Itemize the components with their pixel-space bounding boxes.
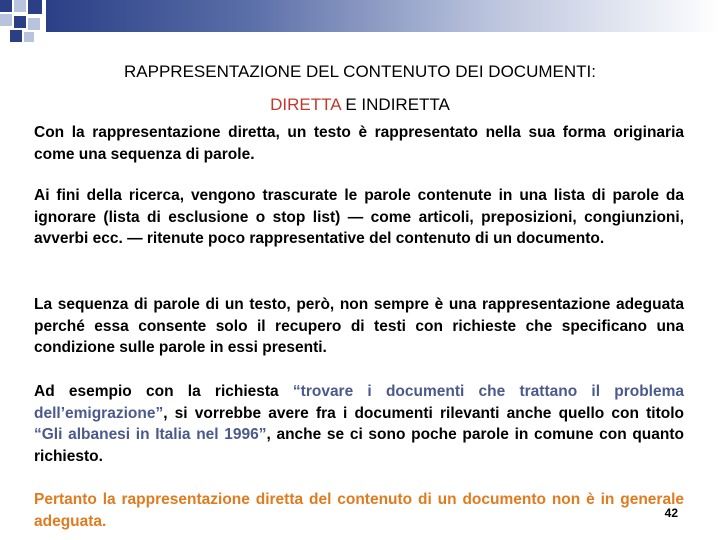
deco-square	[14, 0, 26, 12]
paragraph-limitation: La sequenza di parole di un testo, però, non sempre è una rappresentazione adeguata perché essa consente solo il recupero di testi con richieste che specificano una condizione sulle parole in essi presenti.	[34, 296, 684, 356]
subtitle-rest: E INDIRETTA	[340, 95, 450, 114]
page-number: 42	[664, 506, 678, 520]
deco-square	[10, 30, 22, 42]
paragraph-example	[34, 381, 684, 467]
slide-subtitle	[0, 95, 720, 115]
example-query-quote: “trovare i documenti che trattano il problema dell’emigrazione”	[34, 383, 684, 422]
paragraph-stop-list: Ai fini della ricerca, vengono trascurate le parole contenute in una lista di parole da ignorare (lista di esclusione o stop list) — come articoli, preposizioni, congiunzioni, avverbi ecc. — ritenute poco rappresentative del contenuto di un documento.	[34, 187, 684, 247]
deco-square	[28, 18, 40, 30]
deco-square	[0, 0, 12, 12]
deco-square	[14, 16, 26, 28]
header-gradient-band	[46, 0, 720, 32]
paragraph-conclusion: Pertanto la rappresentazione diretta del contenuto di un documento non è in generale adeguata.	[34, 491, 684, 530]
deco-square	[28, 0, 42, 14]
slide-title: RAPPRESENTAZIONE DEL CONTENUTO DEI DOCUMENTI:	[124, 62, 596, 81]
deco-square	[0, 14, 12, 26]
example-text: Ad esempio con la richiesta	[34, 383, 293, 400]
example-text: , anche se ci sono poche parole in comune con quanto richiesto.	[34, 426, 684, 465]
deco-square	[24, 32, 34, 42]
paragraph-direct-representation: Con la rappresentazione diretta, un testo è rappresentato nella sua forma originaria come una sequenza di parole.	[34, 124, 684, 163]
subtitle-highlight: DIRETTA	[270, 95, 341, 114]
example-title-quote: “Gli albanesi in Italia nel 1996”	[34, 426, 267, 443]
example-text: , si vorrebbe avere fra i documenti rilevanti anche quello con titolo	[163, 404, 684, 422]
